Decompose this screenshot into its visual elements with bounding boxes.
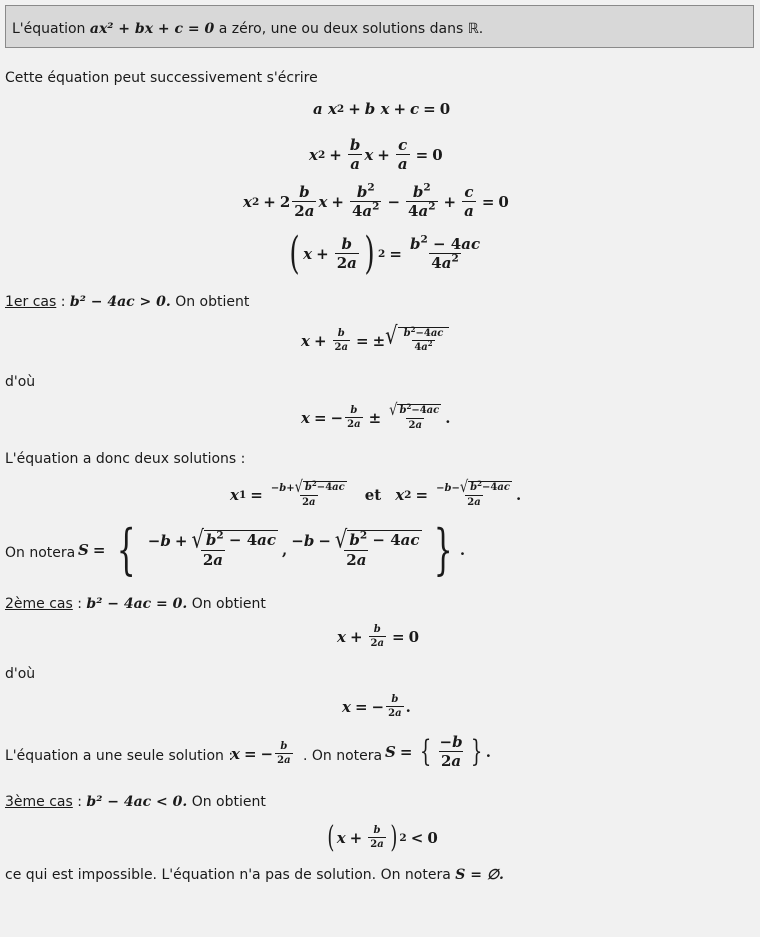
case1-obtain: On obtient	[175, 294, 250, 310]
intro-text: Cette équation peut successivement s'écrire	[5, 70, 318, 86]
case2-obtain: On obtient	[191, 596, 266, 612]
case2-condition: b² − 4ac = 0.	[86, 596, 188, 612]
case1-et: et	[364, 486, 382, 504]
case1-label: 1er cas	[5, 294, 57, 310]
case2-notera: . On notera	[303, 748, 383, 764]
case1-equation-x: x = − $\frac{b}{2a}$ ± √ $b^2-4ac$ 2a .	[301, 401, 451, 431]
case2-label: 2ème cas	[5, 596, 73, 612]
case1-equation-root: x + $\frac{b}{2a}$ = ± √ $\frac{b^2-4ac}{4a^2}$	[301, 327, 449, 354]
case2-solution-set: S = { $\frac{-b}{2a}$ } .	[385, 733, 491, 770]
case1-line: 1er cas : b² − 4ac > 0. On obtient	[5, 294, 250, 310]
case1-condition: b² − 4ac > 0.	[69, 294, 171, 310]
case3-inequality: ( x + $\frac{b}{2a}$ ) 2 < 0	[327, 820, 438, 855]
case1-solutions: x 1 = −b+ √ $b^2-4ac$ 2a et x 2 = −b− √ $b^2-4ac$ 2a .	[230, 478, 522, 508]
case1-conclusion: L'équation a donc deux solutions :	[5, 451, 246, 467]
case2-equation-root: x + $\frac{b}{2a}$ = 0	[337, 624, 419, 649]
case2-equation-x: x = − $\frac{b}{2a}$ .	[342, 694, 411, 719]
case3-empty-set: S = ∅.	[455, 867, 504, 883]
equation-canonical-form: ( x + $\frac{b}{2a}$ ) 2 = $\frac{b^2 - 4ac}{4a^2}$	[289, 228, 481, 279]
case1-dou: d'où	[5, 374, 36, 390]
case3-conclusion: ce qui est impossible. L'équation n'a pas de solution. On notera	[5, 867, 451, 883]
case2-line: 2ème cas : b² − 4ac = 0. On obtient	[5, 596, 266, 612]
case3-line: 3ème cas : b² − 4ac < 0. On obtient	[5, 794, 266, 810]
case3-label: 3ème cas	[5, 794, 73, 810]
case3-obtain: On obtient	[191, 794, 266, 810]
case2-dou: d'où	[5, 666, 36, 682]
statement-line	[12, 21, 483, 37]
statement-text-after: a zéro, une ou deux solutions dans ℝ.	[218, 21, 484, 37]
case1-solution-set: S = { −b + √ $b^2 - 4ac$ 2a , −b − √ $b^2 - 4ac$ 2a } .	[78, 518, 466, 581]
case2-conclusion-line	[5, 748, 233, 764]
statement-box	[5, 5, 754, 48]
equation-standard-form: a x 2 + b x + c = 0	[313, 100, 451, 118]
case3-condition: b² − 4ac < 0.	[86, 794, 188, 810]
equation-completing-square: x 2 + 2 $\frac{b}{2a}$ x + $\frac{b^2}{4a^2}$ − $\frac{b^2}{4a^2}$ + $\frac{c}{a}$ = 0	[243, 181, 509, 220]
case3-conclusion-line	[5, 867, 504, 883]
case2-solution: x = − $\frac{b}{2a}$	[231, 741, 291, 766]
statement-equation: ax² + bx + c = 0	[89, 21, 215, 37]
equation-divided: x 2 + $\frac{b}{a}$ x + $\frac{c}{a}$ = 0	[309, 136, 443, 173]
statement-text-before: L'équation	[12, 21, 86, 37]
case1-notera: On notera	[5, 545, 76, 561]
case2-conclusion: L'équation a une seule solution :	[5, 748, 234, 764]
